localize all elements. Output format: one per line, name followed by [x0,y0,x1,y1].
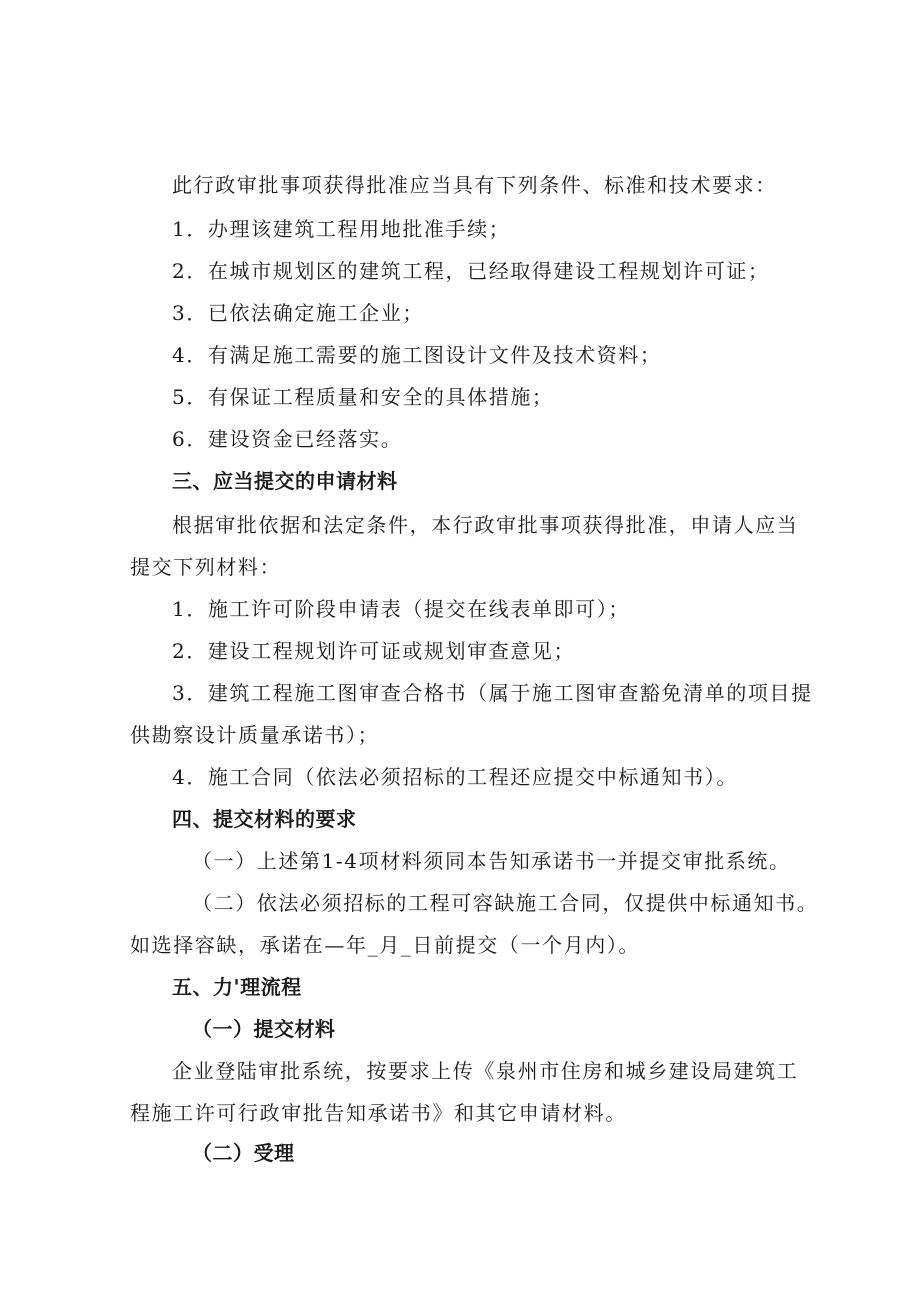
subsection-accept-heading: （二）受理 [192,1141,295,1165]
requirement-item: （一）上述第1-4项材料须同本告知承诺书一并提交审批系统。 [192,849,791,873]
condition-item: 2．在城市规划区的建筑工程，已经取得建设工程规划许可证； [172,259,770,283]
condition-item: 5．有保证工程质量和安全的具体措施； [172,385,554,409]
condition-item: 4．有满足施工需要的施工图设计文件及技术资料； [172,343,662,367]
conditions-intro: 此行政审批事项获得批准应当具有下列条件、标准和技术要求： [172,173,777,197]
requirement-item-continued: 如选择容缺，承诺在—年_月_日前提交（一个月内）。 [130,933,640,957]
submit-description-continued: 程施工许可行政审批告知承诺书》和其它申请材料。 [130,1101,627,1125]
condition-item: 6．建设资金已经落实。 [172,427,403,451]
material-item-continued: 供勘察设计质量承诺书）； [130,723,380,747]
section-4-heading: 四、提交材料的要求 [172,807,357,831]
material-item: 1．施工许可阶段申请表（提交在线表单即可）； [172,597,630,621]
section-3-intro: 根据审批依据和法定条件，本行政审批事项获得批准，申请人应当 [172,513,799,537]
material-item: 2．建设工程规划许可证或规划审查意见； [172,639,576,663]
condition-item: 1．办理该建筑工程用地批准手续； [172,217,511,241]
subsection-submit-heading: （一）提交材料 [192,1017,336,1041]
section-5-heading: 五、力'理流程 [172,975,302,999]
submit-description: 企业登陆审批系统，按要求上传《泉州市住房和城乡建设局建筑工 [172,1059,799,1083]
material-item: 4．施工合同（依法必须招标的工程还应提交中标通知书）。 [172,765,738,789]
section-3-heading: 三、应当提交的申请材料 [172,469,398,493]
material-item: 3．建筑工程施工图审查合格书（属于施工图审查豁免清单的项目提 [172,681,813,705]
condition-item: 3．已依法确定施工企业； [172,301,424,325]
section-3-intro-continued: 提交下列材料： [130,555,282,579]
requirement-item: （二）依法必须招标的工程可容缺施工合同，仅提供中标通知书。 [192,891,819,915]
